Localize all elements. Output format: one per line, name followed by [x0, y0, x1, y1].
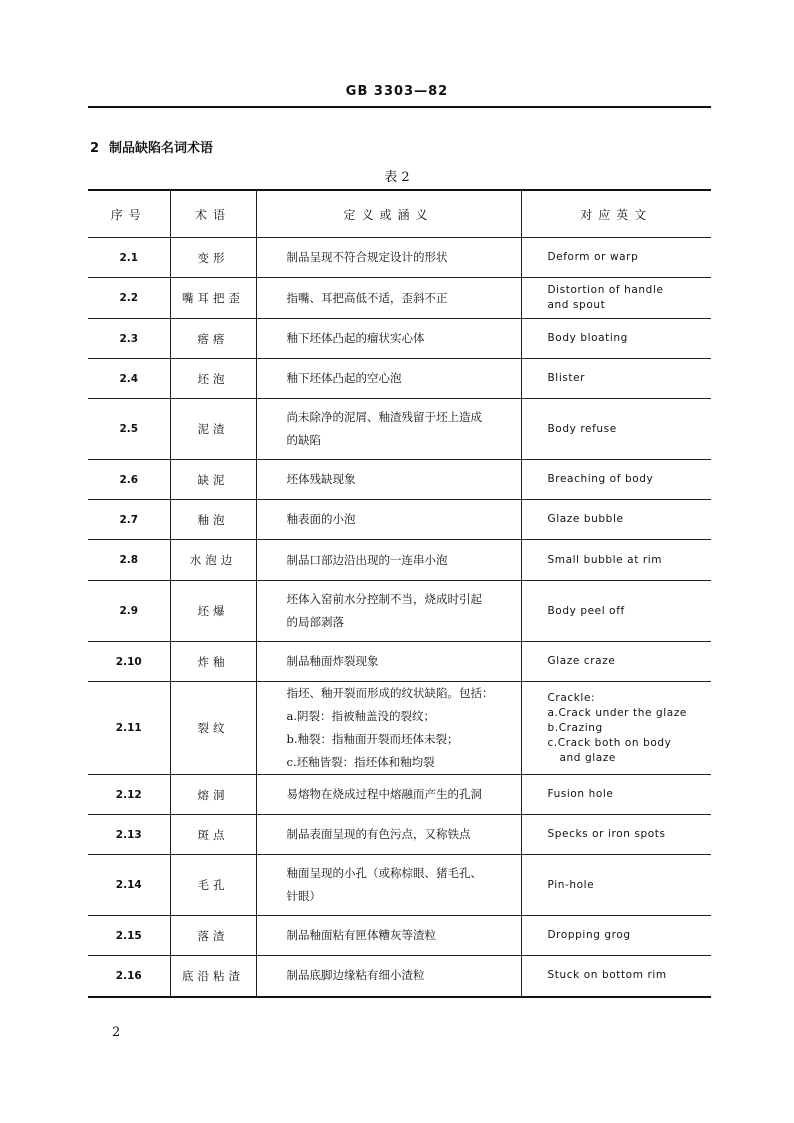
table-row — [88, 319, 711, 359]
definition-line: c.坯釉皆裂：指坯体和釉均裂 — [286, 755, 435, 769]
table-row — [88, 540, 711, 581]
row-term: 毛孔 — [170, 855, 256, 916]
table-row — [88, 855, 711, 916]
row-number: 2.12 — [88, 775, 170, 815]
definition-line: 针眼） — [286, 889, 321, 903]
row-definition — [256, 359, 521, 399]
row-english — [521, 916, 711, 956]
table-body — [88, 238, 711, 997]
row-number: 2.2 — [88, 278, 170, 319]
definition-line: 釉下坯体凸起的瘤状实心体 — [286, 331, 425, 345]
row-number: 2.14 — [88, 855, 170, 916]
defect-terms-table — [88, 189, 711, 998]
english-line: a.Crack under the glaze — [547, 706, 687, 719]
english-line: Stuck on bottom rim — [547, 969, 667, 982]
row-term: 裂纹 — [170, 682, 256, 775]
row-english — [521, 500, 711, 540]
row-number: 2.9 — [88, 581, 170, 642]
table-row — [88, 238, 711, 278]
row-english — [521, 956, 711, 997]
definition-line: a.阴裂：指被釉盖没的裂纹； — [286, 709, 436, 723]
definition-line: 釉表面的小泡 — [286, 512, 356, 526]
definition-line: 的缺陷 — [286, 433, 321, 447]
table-header-row — [88, 190, 711, 238]
row-english — [521, 642, 711, 682]
row-term: 泥渣 — [170, 399, 256, 460]
row-definition — [256, 540, 521, 581]
table-row — [88, 460, 711, 500]
row-term: 嘴耳把歪 — [170, 278, 256, 319]
row-number: 2.13 — [88, 815, 170, 855]
column-header-number: 序号 — [88, 190, 170, 238]
row-english — [521, 319, 711, 359]
row-term: 变形 — [170, 238, 256, 278]
definition-line: 制品釉面粘有匣体糟灰等渣粒 — [286, 928, 436, 942]
english-line: Crackle: — [547, 691, 596, 704]
definition-line: 的局部剥落 — [286, 615, 344, 629]
header-divider — [88, 106, 711, 108]
definition-line: 釉面呈现的小孔（或称棕眼、猪毛孔、 — [286, 866, 482, 880]
table-row — [88, 278, 711, 319]
row-english — [521, 581, 711, 642]
english-line: and glaze — [559, 751, 616, 764]
definition-line: b.釉裂：指釉面开裂而坯体未裂； — [286, 732, 459, 746]
row-number: 2.4 — [88, 359, 170, 399]
row-number: 2.7 — [88, 500, 170, 540]
row-definition — [256, 855, 521, 916]
definition-line: 制品呈现不符合规定设计的形状 — [286, 250, 448, 264]
row-number: 2.11 — [88, 682, 170, 775]
row-english — [521, 359, 711, 399]
row-definition — [256, 460, 521, 500]
row-english — [521, 278, 711, 319]
definition-line: 指嘴、耳把高低不适，歪斜不正 — [286, 290, 448, 305]
row-number: 2.16 — [88, 956, 170, 997]
table-row — [88, 359, 711, 399]
row-number: 2.15 — [88, 916, 170, 956]
table-row — [88, 956, 711, 997]
english-line: Deform or warp — [547, 251, 639, 263]
row-number: 2.8 — [88, 540, 170, 581]
english-line: Dropping grog — [547, 929, 631, 941]
row-term: 坯爆 — [170, 581, 256, 642]
row-definition — [256, 319, 521, 359]
column-header-definition: 定义或涵义 — [256, 190, 521, 238]
row-definition — [256, 916, 521, 956]
definition-line: 制品底脚边缘粘有细小渣粒 — [286, 968, 425, 983]
table-row — [88, 581, 711, 642]
english-line: and spout — [547, 299, 606, 311]
row-number: 2.5 — [88, 399, 170, 460]
definition-line: 坯体残缺现象 — [286, 472, 356, 486]
definition-line: 易熔物在烧成过程中熔融而产生的孔洞 — [286, 787, 482, 801]
definition-line: 制品釉面炸裂现象 — [286, 654, 379, 668]
table-row — [88, 916, 711, 956]
row-english — [521, 540, 711, 581]
row-term: 釉泡 — [170, 500, 256, 540]
row-english — [521, 775, 711, 815]
english-line: Small bubble at rim — [547, 553, 663, 566]
english-line: Breaching of body — [547, 473, 654, 485]
table-row — [88, 682, 711, 775]
row-definition — [256, 500, 521, 540]
english-line: Distortion of handle — [547, 284, 664, 296]
table-row — [88, 399, 711, 460]
column-header-term: 术语 — [170, 190, 256, 238]
english-line: b.Crazing — [547, 721, 603, 734]
english-line: Blister — [547, 372, 586, 384]
row-definition — [256, 278, 521, 319]
english-line: Pin-hole — [547, 878, 595, 891]
definition-line: 尚未除净的泥屑、釉渣残留于坯上造成 — [286, 410, 482, 424]
row-english — [521, 855, 711, 916]
row-number: 2.1 — [88, 238, 170, 278]
definition-line: 釉下坯体凸起的空心泡 — [286, 371, 402, 385]
row-term: 水泡边 — [170, 540, 256, 581]
row-definition — [256, 399, 521, 460]
row-english — [521, 460, 711, 500]
row-number: 2.3 — [88, 319, 170, 359]
row-english — [521, 399, 711, 460]
row-definition — [256, 682, 521, 775]
row-term: 瘩瘩 — [170, 319, 256, 359]
row-number: 2.6 — [88, 460, 170, 500]
table-row — [88, 815, 711, 855]
table-row — [88, 500, 711, 540]
definition-line: 制品表面呈现的有色污点，又称铁点 — [286, 827, 471, 841]
row-term: 落渣 — [170, 916, 256, 956]
row-definition — [256, 775, 521, 815]
standard-code: GB 3303—82 — [345, 84, 449, 99]
row-term: 炸釉 — [170, 642, 256, 682]
english-line: Body refuse — [547, 422, 617, 435]
english-line: Body bloating — [547, 332, 628, 344]
row-definition — [256, 238, 521, 278]
row-definition — [256, 581, 521, 642]
row-definition — [256, 815, 521, 855]
page-number: 2 — [112, 1025, 121, 1040]
column-header-english: 对应英文 — [521, 190, 711, 238]
table-row — [88, 642, 711, 682]
definition-line: 制品口部边沿出现的一连串小泡 — [286, 552, 448, 567]
row-definition — [256, 642, 521, 682]
row-definition — [256, 956, 521, 997]
row-number: 2.10 — [88, 642, 170, 682]
definition-line: 指坯、釉开裂而形成的纹状缺陷。包括： — [286, 686, 494, 700]
row-english — [521, 238, 711, 278]
english-line: Glaze bubble — [547, 513, 624, 525]
row-english — [521, 815, 711, 855]
section-title: 制品缺陷名词术语 — [109, 141, 214, 156]
row-term: 熔洞 — [170, 775, 256, 815]
row-term: 底沿粘渣 — [170, 956, 256, 997]
english-line: Fusion hole — [547, 788, 614, 800]
row-term: 坯泡 — [170, 359, 256, 399]
table-caption: 表 2 — [384, 170, 410, 185]
english-line: Glaze craze — [547, 655, 616, 667]
row-term: 缺泥 — [170, 460, 256, 500]
english-line: Specks or iron spots — [547, 828, 666, 840]
english-line: c.Crack both on body — [547, 736, 672, 749]
definition-line: 坯体入窑前水分控制不当，烧成时引起 — [286, 592, 482, 606]
section-number: 2 — [90, 141, 100, 156]
row-english — [521, 682, 711, 775]
row-term: 斑点 — [170, 815, 256, 855]
section-heading — [90, 137, 213, 156]
english-line: Body peel off — [547, 604, 625, 617]
table-row — [88, 775, 711, 815]
